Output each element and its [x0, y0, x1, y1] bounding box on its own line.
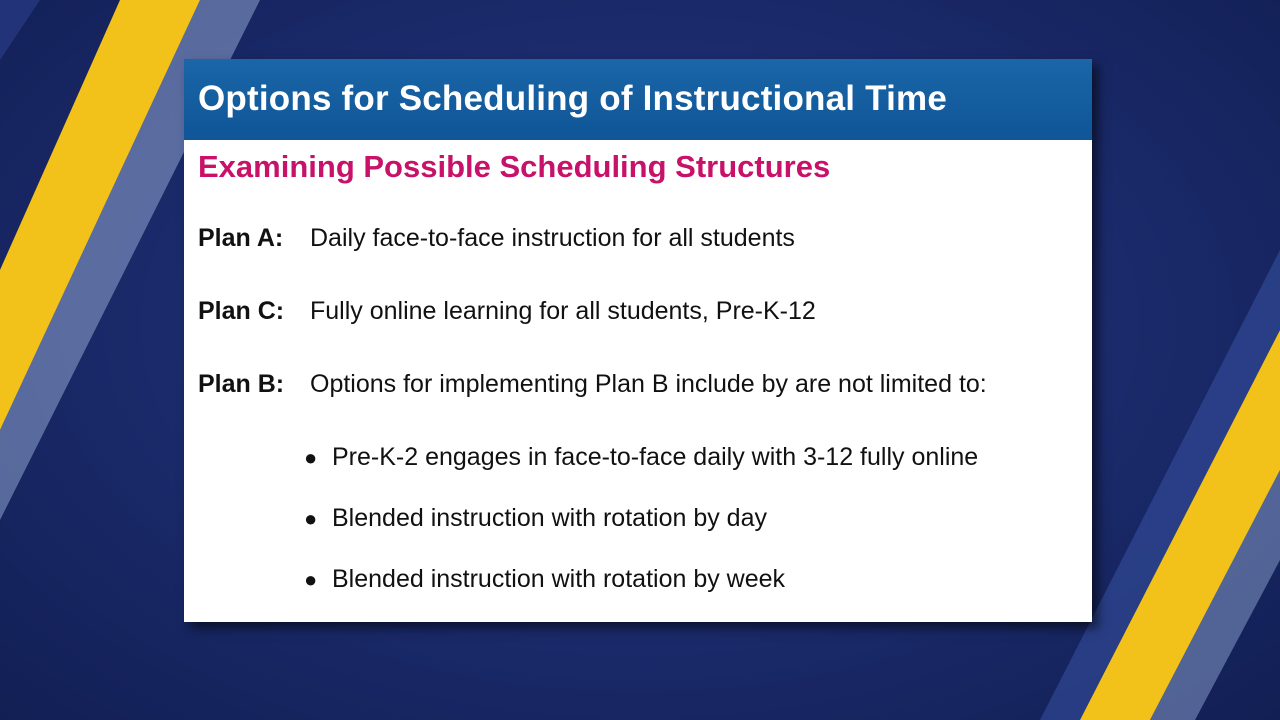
- bullet-dot-icon: ●: [304, 445, 318, 470]
- plan-b: [198, 370, 987, 399]
- plan-c-text: Fully online learning for all students, Pre-K-12: [310, 297, 816, 325]
- plan-a: [198, 224, 795, 253]
- plan-a-text: Daily face-to-face instruction for all students: [310, 224, 795, 252]
- plan-b-label: Plan B:: [198, 370, 285, 398]
- bullet-item: [304, 565, 785, 594]
- plan-c-label: Plan C:: [198, 297, 285, 325]
- bullet-dot-icon: ●: [304, 567, 318, 592]
- bullet-text: Blended instruction with rotation by week: [332, 565, 786, 593]
- bullet-item: [304, 443, 978, 472]
- bullet-item: [304, 504, 767, 533]
- bullet-text: Blended instruction with rotation by day: [332, 504, 767, 532]
- bullet-text: Pre-K-2 engages in face-to-face daily with 3-12 fully online: [332, 443, 979, 471]
- plan-c: [198, 297, 816, 326]
- slide-subtitle: Examining Possible Scheduling Structures: [198, 149, 831, 184]
- bullet-dot-icon: ●: [304, 506, 318, 531]
- plan-b-text: Options for implementing Plan B include by are not limited to:: [310, 370, 987, 398]
- presentation-slide: [184, 59, 1092, 622]
- slide-header: [184, 59, 1092, 140]
- slide-title: Options for Scheduling of Instructional Time: [198, 79, 948, 118]
- plan-a-label: Plan A:: [198, 224, 284, 252]
